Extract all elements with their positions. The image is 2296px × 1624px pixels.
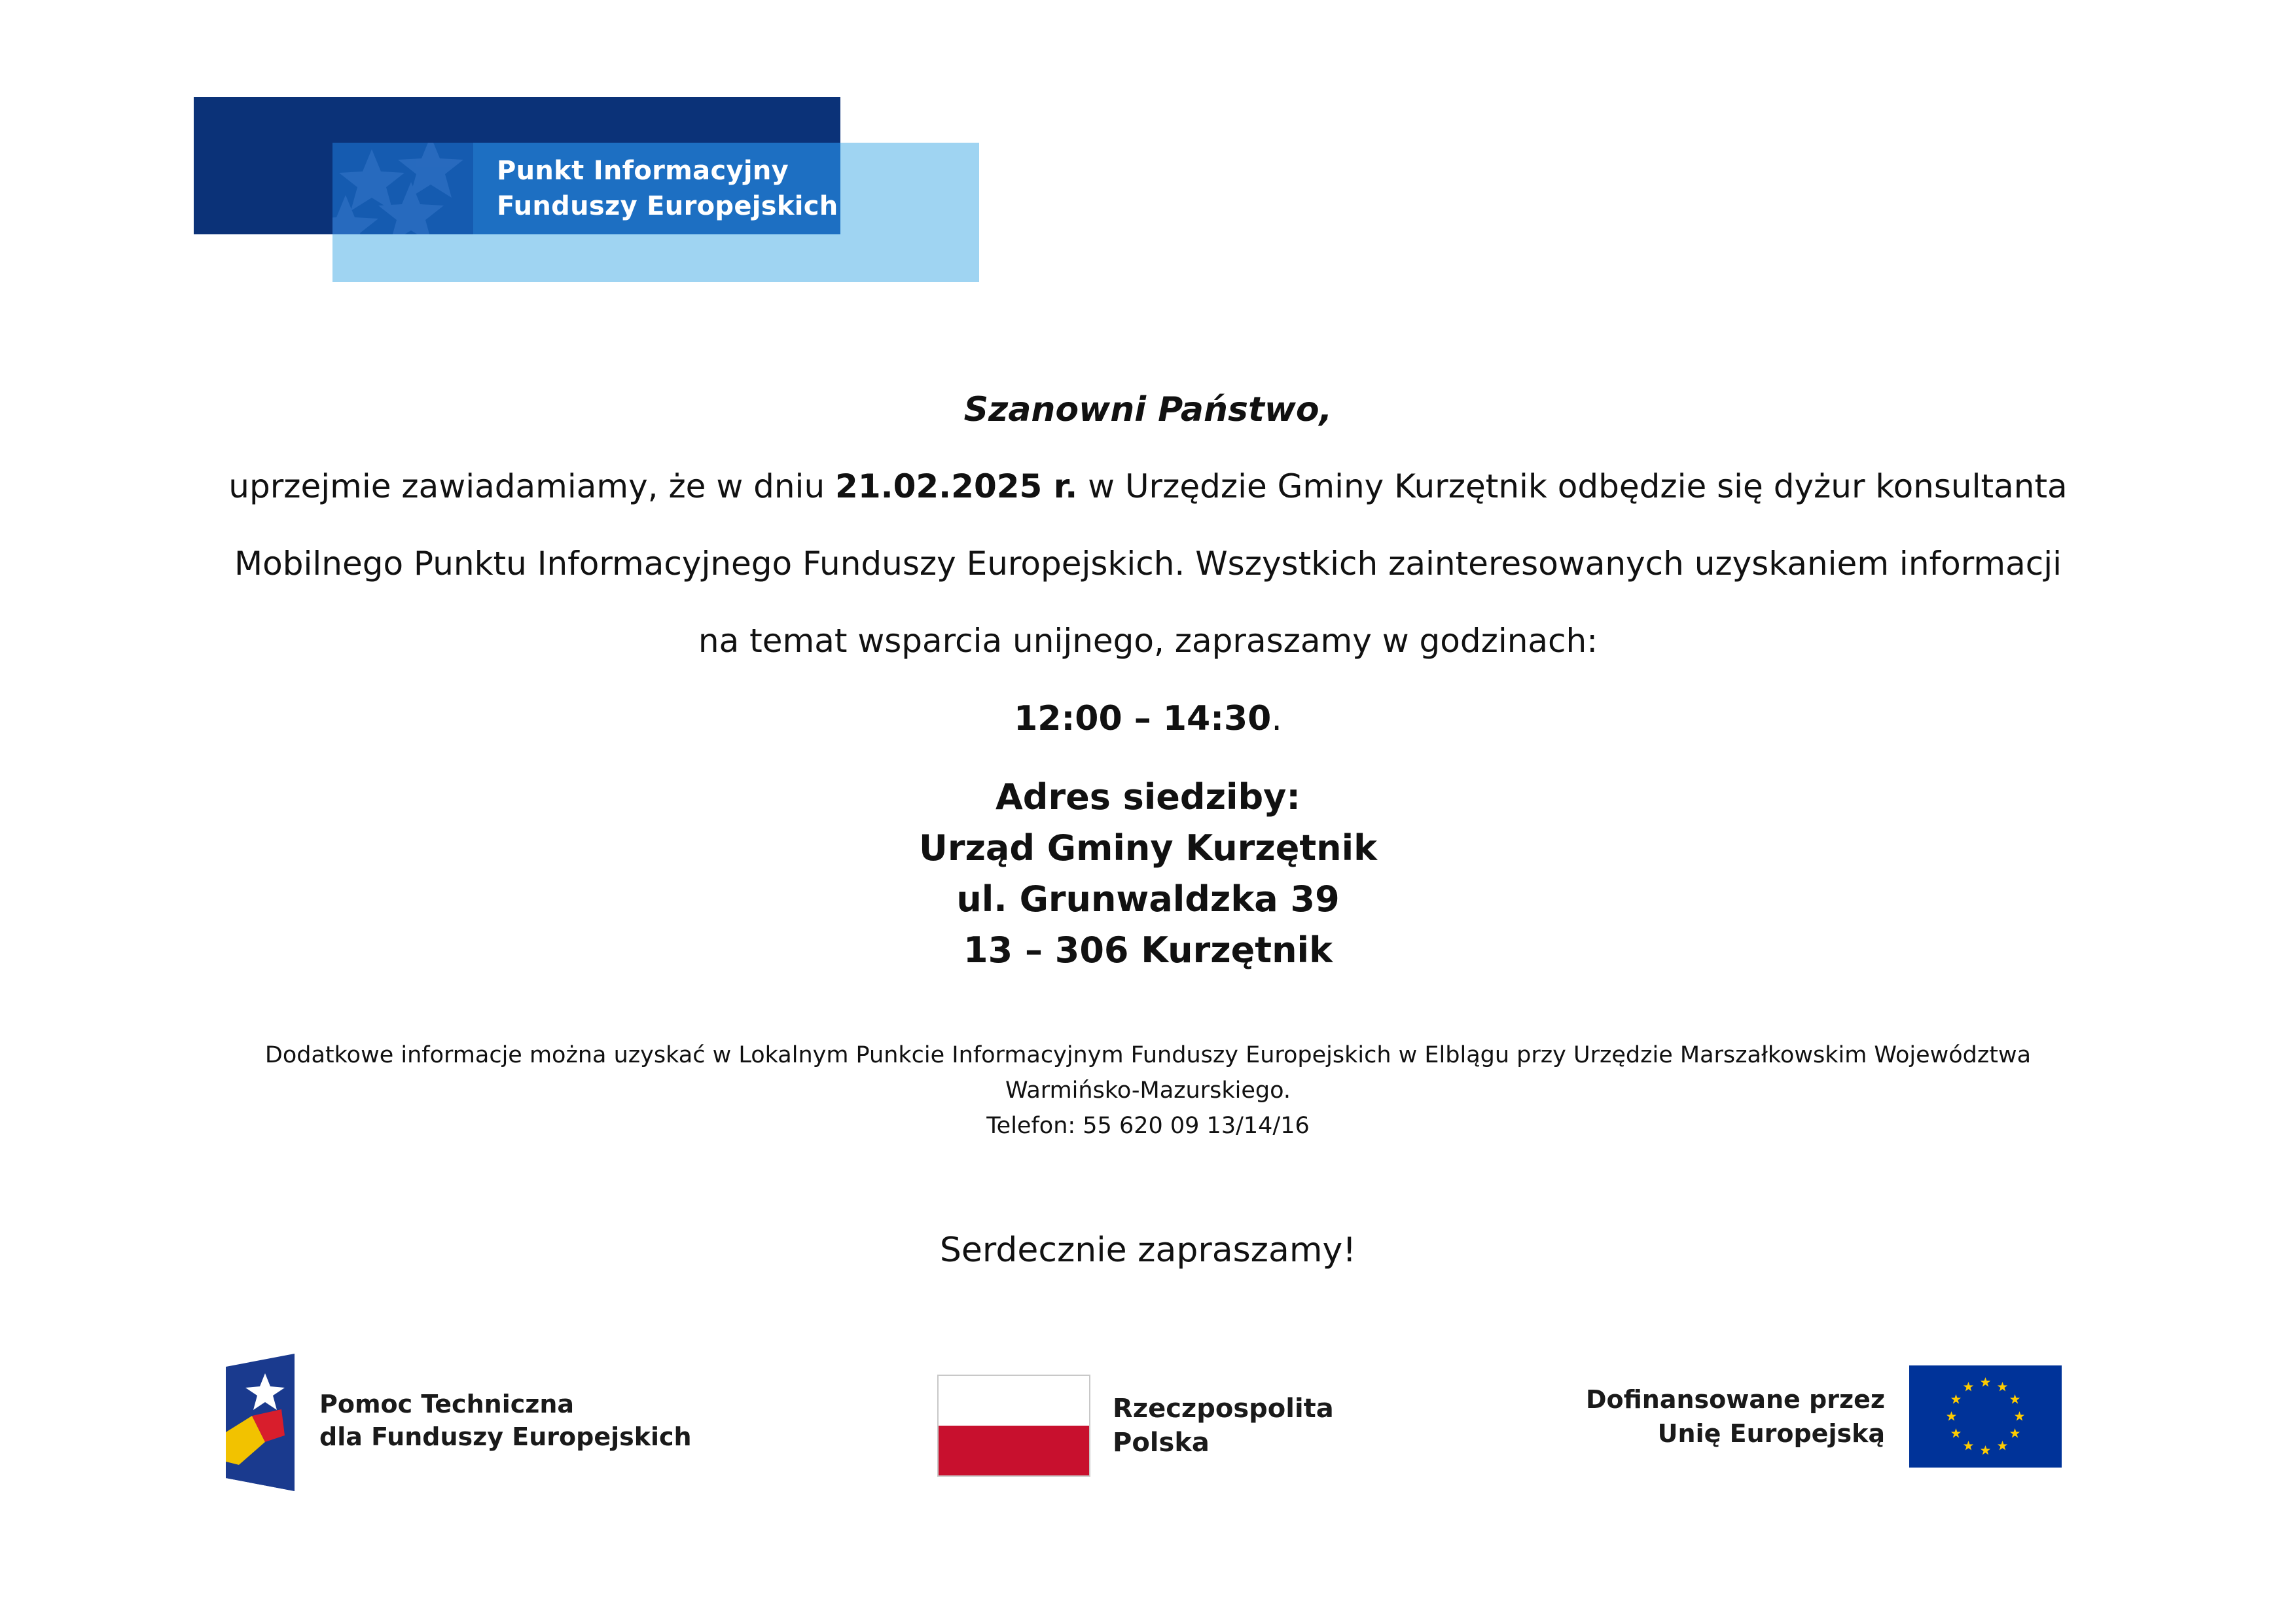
footer-logo-fe-line2: dla Funduszy Europejskich <box>319 1422 692 1451</box>
header-logo-line1: Punkt Informacyjny <box>497 156 789 186</box>
eu-star-icon <box>1981 1377 1990 1386</box>
eu-star-icon <box>1998 1441 2007 1450</box>
footer-logo-rp-line2: Polska <box>1113 1428 1210 1458</box>
footer-logo-fe-text <box>319 1388 692 1453</box>
eu-star-icon <box>2010 1394 2020 1403</box>
eu-star-icon <box>2015 1411 2024 1420</box>
paragraph-line-1 <box>0 467 2296 505</box>
footer-logo-rp <box>937 1375 1334 1479</box>
eu-star-icon <box>1998 1382 2007 1391</box>
eu-star-icon <box>1946 1411 1956 1420</box>
event-date: 21.02.2025 r. <box>835 467 1078 505</box>
footer-logo-fe <box>226 1354 697 1491</box>
eu-star-icon <box>1964 1441 1973 1450</box>
address-heading: Adres siedziby: <box>996 776 1300 818</box>
polish-flag-icon <box>937 1375 1090 1477</box>
footer-logo-eu-text <box>1586 1382 1885 1451</box>
closing-text: Serdecznie zapraszamy! <box>939 1231 1357 1270</box>
eu-star-icon <box>1951 1428 1961 1437</box>
eu-star-icon <box>1951 1394 1961 1403</box>
eu-star-icon <box>2010 1428 2020 1437</box>
fundusze-europejskie-icon <box>226 1354 298 1491</box>
office-hours <box>0 699 2296 738</box>
paragraph-line-2: Mobilnego Punktu Informacyjnego Funduszy Europejskich. Wszystkich zainteresowanych uzyskaniem informacji <box>234 545 2062 583</box>
header-logo-text <box>497 153 838 224</box>
footer-logo-eu-line1: Dofinansowane przez <box>1585 1385 1885 1414</box>
footer-logo-rp-line1: Rzeczpospolita <box>1113 1394 1334 1424</box>
office-hours-suffix: . <box>1271 699 1282 738</box>
address-street: ul. Grunwaldzka 39 <box>956 878 1340 920</box>
footer-logo-fe-line1: Pomoc Techniczna <box>319 1390 575 1418</box>
paragraph-line-3: na temat wsparcia unijnego, zapraszamy w godzinach: <box>698 622 1598 660</box>
additional-info-phone: Telefon: 55 620 09 13/14/16 <box>986 1113 1310 1139</box>
eu-star-icon <box>1981 1445 1990 1454</box>
eu-star-icon <box>1964 1382 1973 1391</box>
office-hours-value: 12:00 – 14:30 <box>1014 699 1272 738</box>
header-logo <box>194 97 979 282</box>
eu-stars-icon <box>332 143 473 234</box>
footer-logo-eu <box>1585 1365 2062 1470</box>
address-city: 13 – 306 Kurzętnik <box>963 929 1333 971</box>
footer-logo-rp-text <box>1113 1392 1334 1460</box>
footer-logo-eu-line2: Unię Europejską <box>1657 1419 1885 1448</box>
header-logo-line2: Funduszy Europejskich <box>497 191 838 221</box>
additional-info-line-1: Dodatkowe informacje można uzyskać w Lokalnym Punkcie Informacyjnym Funduszy Europejskich w Elblągu przy Urzędzie Marszałkowskim Województwa <box>264 1042 2032 1068</box>
additional-info-line-2: Warmińsko-Mazurskiego. <box>1005 1077 1291 1104</box>
paragraph-line-1-start: uprzejmie zawiadamiamy, że w dniu <box>228 467 836 505</box>
eu-flag-icon <box>1909 1365 2062 1468</box>
greeting: Szanowni Państwo, <box>963 390 1333 429</box>
address-name: Urząd Gminy Kurzętnik <box>918 827 1378 869</box>
paragraph-line-1-end: w Urzędzie Gminy Kurzętnik odbędzie się dyżur konsultanta <box>1077 467 2068 505</box>
